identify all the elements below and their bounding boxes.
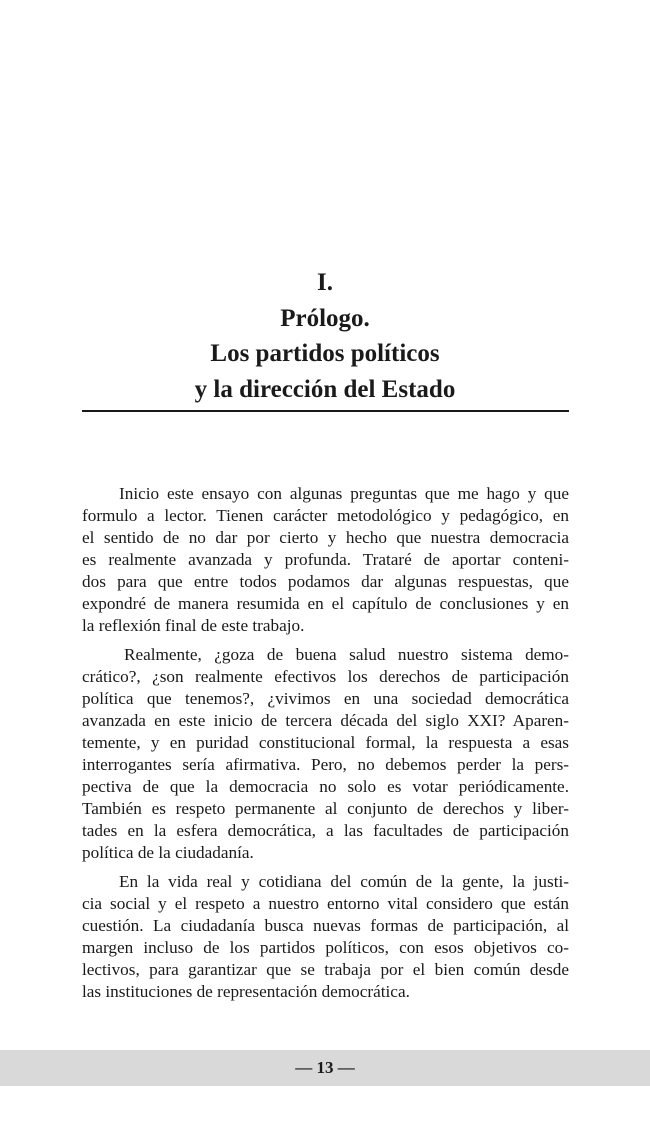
chapter-title-line-2: Los partidos políticos (210, 340, 440, 367)
chapter-title-line-1: Prólogo. (280, 304, 370, 332)
text-line: formulo a lector. Tienen carácter metodológico y pedagógico, en (82, 506, 569, 525)
body-text (82, 483, 569, 1010)
text-line: las instituciones de representación democrática. (82, 982, 410, 1001)
text-line: cuestión. La ciudadanía busca nuevas formas de participación, al (82, 916, 569, 935)
paragraph-2 (82, 644, 569, 864)
text-line: política de la ciudadanía. (82, 843, 254, 862)
text-line: Inicio este ensayo con algunas preguntas que me hago y que (119, 484, 569, 503)
text-line: el sentido de no dar por cierto y hecho que nuestra democracia (82, 528, 569, 547)
text-line: la reflexión final de este trabajo. (82, 616, 305, 635)
chapter-title-line-3: y la dirección del Estado (194, 375, 456, 403)
text-line: pectiva de que la democracia no solo es votar periódicamente. (82, 777, 569, 796)
text-line: Realmente, ¿goza de buena salud nuestro sistema demo- (124, 645, 569, 664)
text-line: crático?, ¿son realmente efectivos los derechos de participación (82, 667, 569, 686)
text-line: temente, y en puridad constitucional formal, la respuesta a esas (82, 733, 569, 752)
page-footer (0, 1050, 650, 1086)
text-line: es realmente avanzada y profunda. Trataré de aportar conteni- (82, 550, 569, 569)
chapter-heading (0, 265, 650, 407)
text-line: política que tenemos?, ¿vivimos en una sociedad democrática (82, 689, 569, 708)
text-line: dos para que entre todos podamos dar algunas respuestas, que (82, 572, 569, 591)
text-line: En la vida real y cotidiana del común de la gente, la justi- (119, 872, 569, 891)
paragraph-1 (82, 483, 569, 637)
text-line: avanzada en este inicio de tercera década del siglo XXI? Aparen- (82, 711, 569, 730)
paragraph-3 (82, 871, 569, 1003)
text-line: cia social y el respeto a nuestro entorno vital considero que están (82, 894, 569, 913)
text-line: También es respeto permanente al conjunto de derechos y liber- (82, 799, 569, 818)
text-line: expondré de manera resumida en el capítulo de conclusiones y en (82, 594, 569, 613)
page-number: — 13 — (295, 1058, 355, 1077)
text-line: lectivos, para garantizar que se trabaja por el bien común desde (82, 960, 569, 979)
text-line: margen incluso de los partidos políticos, con esos objetivos co- (82, 938, 569, 957)
chapter-number: I. (317, 269, 333, 296)
text-line: tades en la esfera democrática, a las facultades de participación (82, 821, 569, 840)
heading-divider (82, 410, 569, 412)
text-line: interrogantes sería afirmativa. Pero, no debemos perder la pers- (82, 755, 569, 774)
